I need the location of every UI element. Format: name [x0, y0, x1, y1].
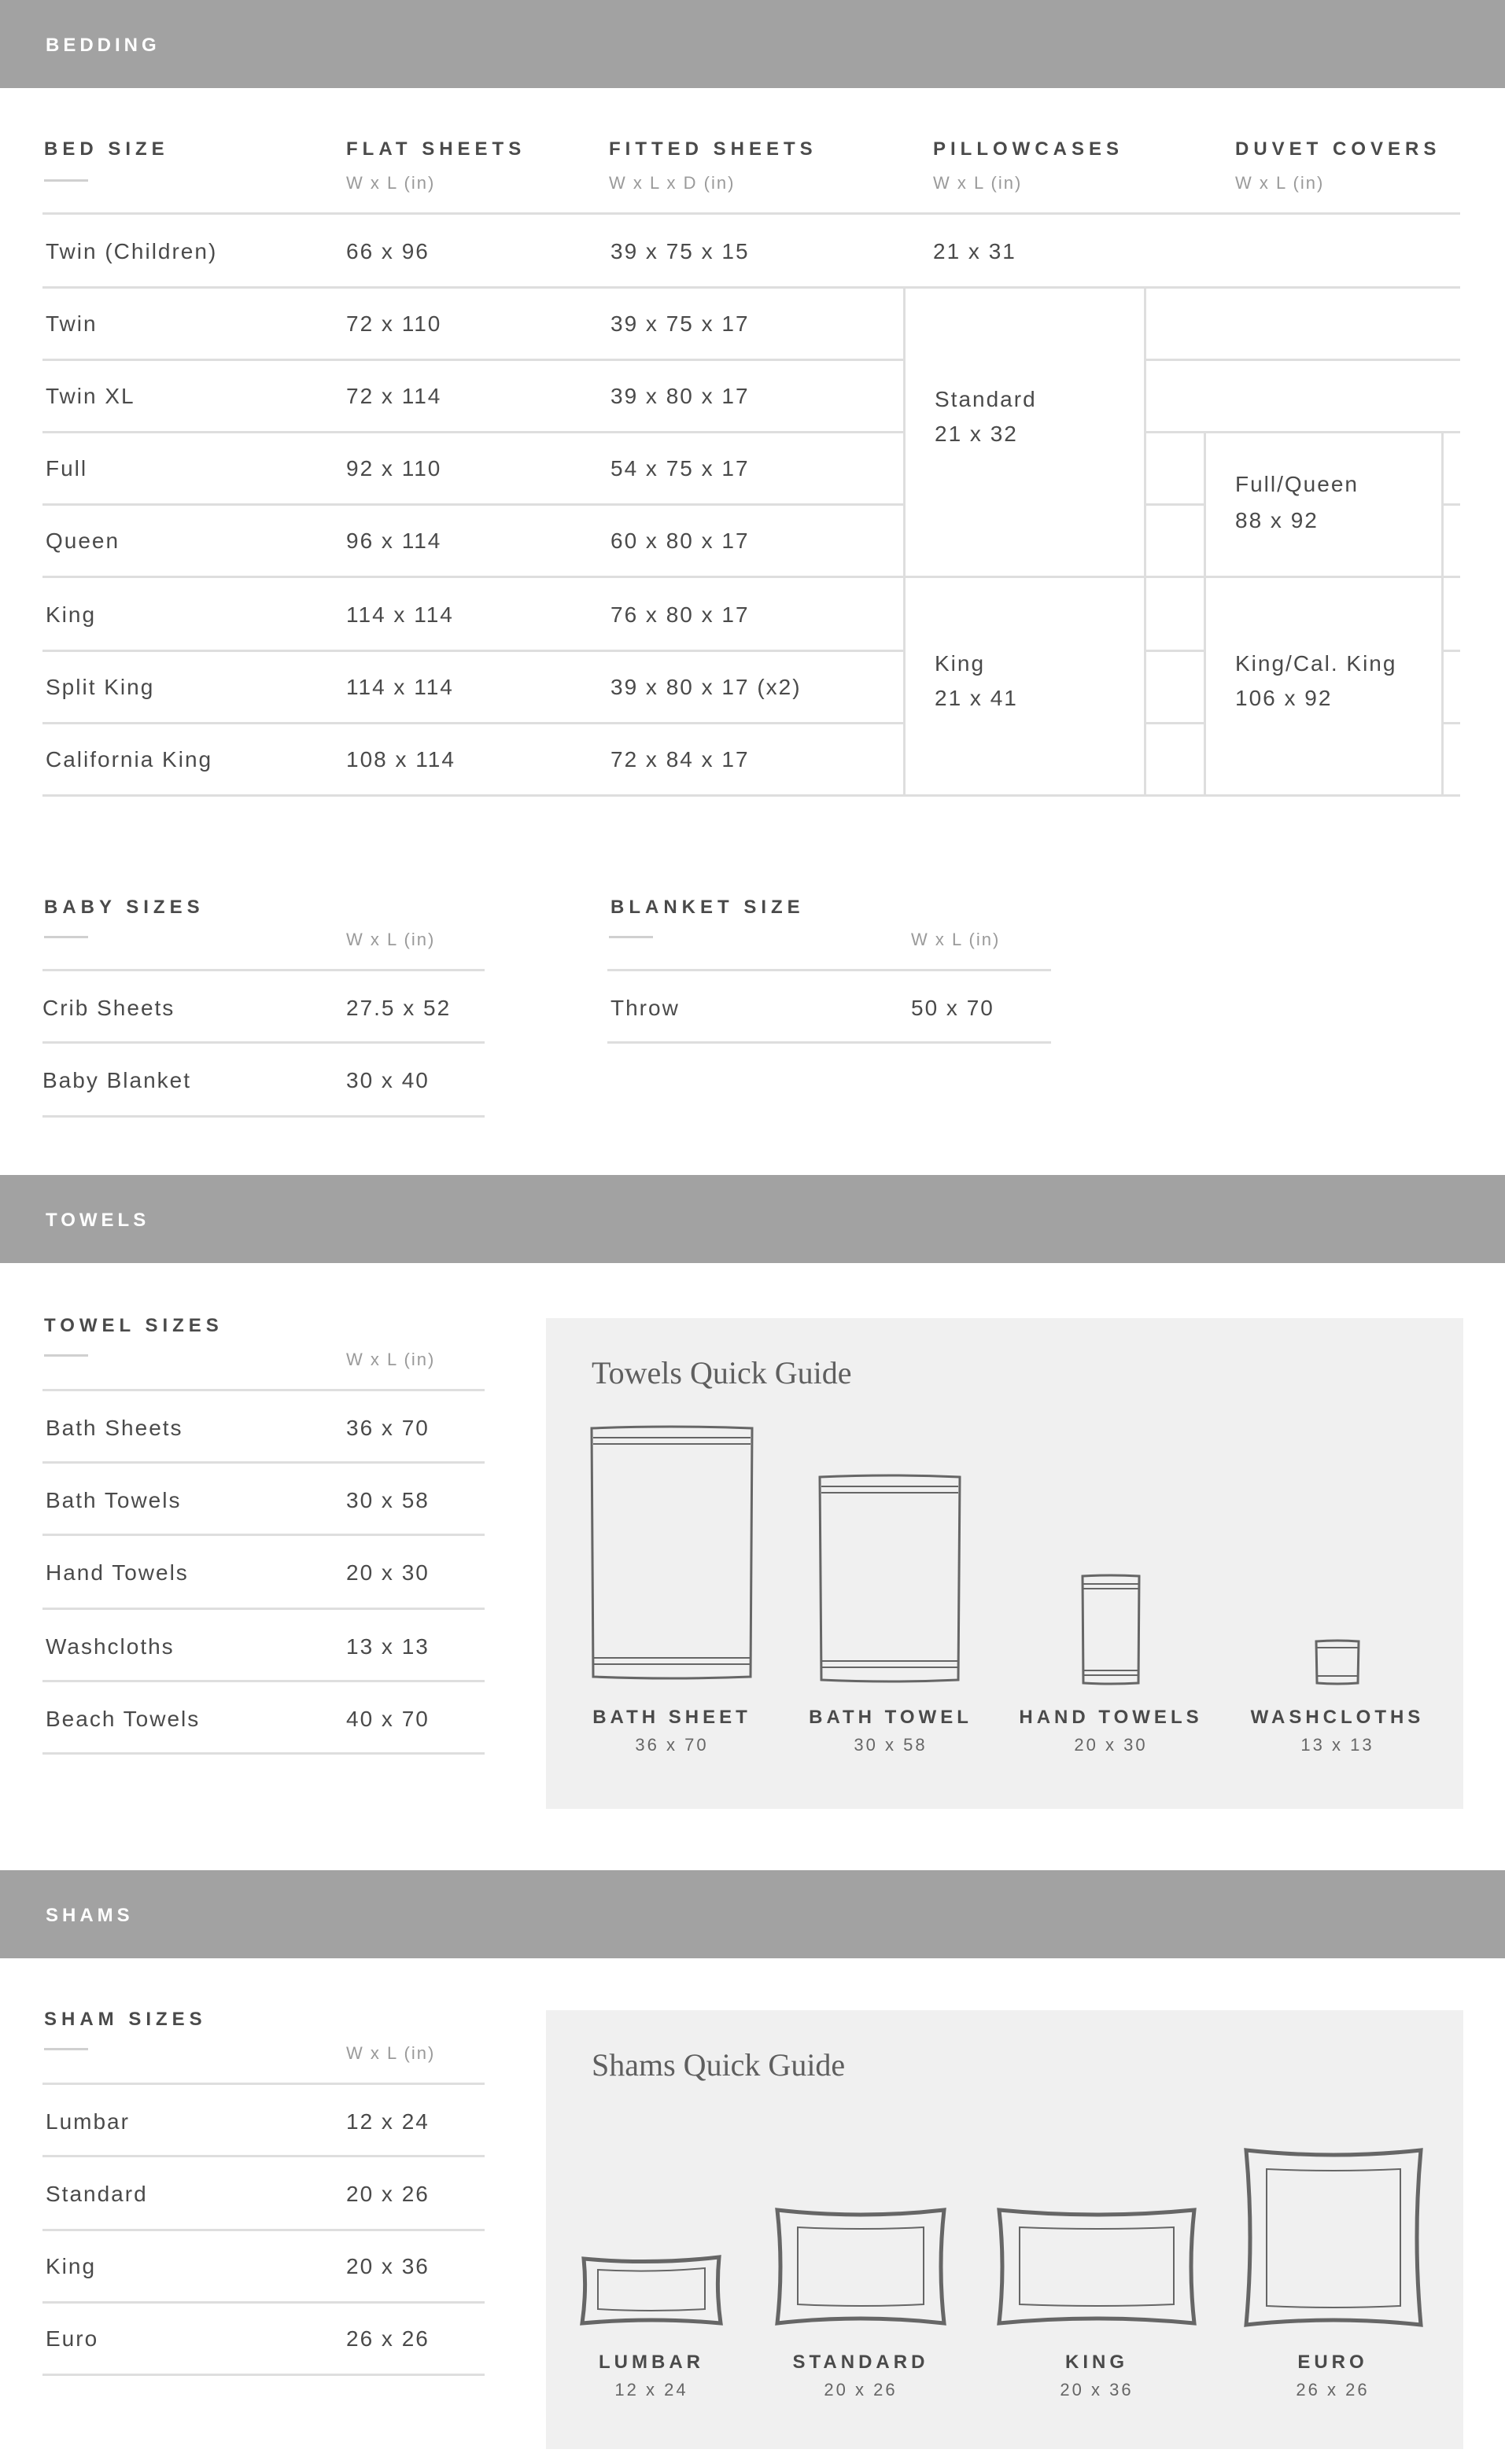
towel-item-cell: Bath Sheets	[46, 1416, 183, 1440]
blanket-size-unit: W x L (in)	[911, 930, 1001, 949]
bedding-section-band	[0, 0, 1505, 88]
table-divider	[42, 2374, 485, 2376]
sham-guide-label: STANDARD	[792, 2352, 929, 2373]
fitted-sheet-cell: 76 x 80 x 17	[610, 602, 750, 627]
towel-item-cell: Washcloths	[46, 1634, 175, 1659]
shams-guide-title: Shams Quick Guide	[592, 2047, 846, 2083]
bed-size-cell: King	[46, 602, 97, 627]
baby-dim-cell: 30 x 40	[346, 1068, 430, 1092]
flat-sheets-header: FLAT SHEETS	[346, 138, 526, 160]
towel-dim-cell: 13 x 13	[346, 1634, 430, 1659]
sham-item-cell: King	[46, 2254, 97, 2278]
baby-sizes-unit: W x L (in)	[346, 930, 436, 949]
table-divider	[42, 650, 905, 652]
sham-dim-cell: 26 x 26	[346, 2326, 430, 2351]
sham-dim-cell: 12 x 24	[346, 2109, 430, 2134]
header-dash	[44, 1354, 88, 1357]
shams-section-band	[0, 1870, 1505, 1958]
sham-guide-dim: 26 x 26	[1296, 2380, 1370, 2400]
bed-size-cell: Twin	[46, 311, 98, 336]
header-dash	[44, 2048, 88, 2050]
pillowcase-king-label: King	[935, 651, 986, 676]
table-divider	[1145, 722, 1205, 724]
table-divider	[42, 1389, 485, 1391]
towel-item-cell: Beach Towels	[46, 1707, 201, 1731]
bed-size-cell: Split King	[46, 675, 155, 699]
towel-dim-cell: 20 x 30	[346, 1560, 430, 1585]
sham-guide-label: EURO	[1297, 2352, 1368, 2373]
towels-section-band	[0, 1175, 1505, 1263]
table-divider	[42, 1680, 485, 1682]
sham-item-cell: Euro	[46, 2326, 99, 2351]
pillowcase-cell: 21 x 31	[933, 239, 1016, 263]
table-divider	[42, 722, 905, 724]
baby-item-cell: Crib Sheets	[42, 996, 175, 1020]
duvet-full-queen-dim: 88 x 92	[1235, 508, 1319, 532]
towel-item-cell: Bath Towels	[46, 1488, 182, 1512]
fitted-sheet-cell: 39 x 75 x 15	[610, 239, 750, 263]
table-divider	[1204, 431, 1206, 796]
flat-sheet-cell: 96 x 114	[346, 529, 442, 553]
towels-section-title: TOWELS	[46, 1210, 150, 1231]
shams-quick-guide	[546, 2010, 1463, 2449]
table-divider	[42, 503, 905, 506]
table-divider	[42, 1461, 485, 1464]
lumbar-sham-icon	[581, 2254, 722, 2326]
table-divider	[42, 431, 905, 433]
table-divider	[42, 1752, 485, 1755]
table-divider	[42, 1608, 485, 1610]
pillowcase-standard-dim: 21 x 32	[935, 422, 1018, 446]
sham-sizes-header: SHAM SIZES	[44, 2009, 207, 2030]
sham-guide-dim: 12 x 24	[614, 2380, 688, 2400]
duvet-king-label: King/Cal. King	[1235, 651, 1397, 676]
table-divider	[1145, 359, 1460, 361]
fitted-sheet-cell: 39 x 80 x 17 (x2)	[610, 675, 802, 699]
table-divider	[42, 212, 1460, 215]
flat-sheet-cell: 92 x 110	[346, 456, 442, 481]
towel-dim-cell: 40 x 70	[346, 1707, 430, 1731]
king-sham-icon	[996, 2207, 1197, 2326]
table-divider	[607, 969, 1051, 971]
washcloth-icon	[1314, 1639, 1361, 1686]
table-divider	[1145, 431, 1460, 433]
table-divider	[1145, 650, 1205, 652]
blanket-dim-cell: 50 x 70	[911, 996, 994, 1020]
towel-dim-cell: 36 x 70	[346, 1416, 430, 1440]
table-divider	[1144, 286, 1146, 796]
towel-guide-label: HAND TOWELS	[1019, 1707, 1203, 1728]
table-divider	[42, 2083, 485, 2085]
table-divider	[1145, 503, 1205, 506]
table-divider	[42, 969, 485, 971]
duvet-covers-unit: W x L (in)	[1235, 173, 1325, 193]
towel-guide-label: WASHCLOTHS	[1250, 1707, 1425, 1728]
sham-guide-dim: 20 x 36	[1060, 2380, 1134, 2400]
table-divider	[1443, 722, 1460, 724]
blanket-item-cell: Throw	[610, 996, 680, 1020]
standard-sham-icon	[774, 2207, 947, 2326]
fitted-sheet-cell: 39 x 80 x 17	[610, 384, 750, 408]
towel-guide-dim: 20 x 30	[1074, 1735, 1148, 1755]
table-divider	[42, 794, 1460, 797]
header-dash	[609, 936, 653, 938]
pillowcases-unit: W x L (in)	[933, 173, 1023, 193]
table-divider	[1443, 503, 1460, 506]
sham-guide-label: LUMBAR	[599, 2352, 704, 2373]
fitted-sheet-cell: 60 x 80 x 17	[610, 529, 750, 553]
towel-sizes-header: TOWEL SIZES	[44, 1315, 223, 1336]
towel-guide-dim: 36 x 70	[635, 1735, 709, 1755]
towel-sizes-unit: W x L (in)	[346, 1350, 436, 1369]
towels-quick-guide	[546, 1318, 1463, 1809]
sham-guide-dim: 20 x 26	[824, 2380, 898, 2400]
header-dash	[44, 936, 88, 938]
euro-sham-icon	[1243, 2147, 1424, 2328]
baby-sizes-header: BABY SIZES	[44, 897, 205, 918]
bath-towel-icon	[817, 1472, 963, 1685]
duvet-full-queen-label: Full/Queen	[1235, 472, 1359, 496]
fitted-sheet-cell: 54 x 75 x 17	[610, 456, 750, 481]
fitted-sheets-header: FITTED SHEETS	[609, 138, 817, 160]
table-divider	[1441, 431, 1444, 796]
table-divider	[42, 2229, 485, 2231]
towel-guide-dim: 13 x 13	[1300, 1735, 1374, 1755]
bed-size-header: BED SIZE	[44, 138, 169, 160]
bed-size-cell: Twin (Children)	[46, 239, 218, 263]
towel-guide-dim: 30 x 58	[854, 1735, 928, 1755]
towel-dim-cell: 30 x 58	[346, 1488, 430, 1512]
fitted-sheets-unit: W x L x D (in)	[609, 173, 736, 193]
table-divider	[42, 1534, 485, 1536]
bed-size-cell: Twin XL	[46, 384, 135, 408]
duvet-king-dim: 106 x 92	[1235, 686, 1333, 710]
sham-item-cell: Lumbar	[46, 2109, 130, 2134]
sham-guide-label: KING	[1065, 2352, 1128, 2373]
bed-size-cell: California King	[46, 747, 213, 772]
table-divider	[42, 286, 1460, 289]
sham-sizes-unit: W x L (in)	[346, 2043, 436, 2063]
shams-section-title: SHAMS	[46, 1905, 134, 1926]
bedding-section-title: BEDDING	[46, 35, 160, 56]
bath-sheet-icon	[588, 1424, 755, 1683]
baby-item-cell: Baby Blanket	[42, 1068, 191, 1092]
towel-item-cell: Hand Towels	[46, 1560, 189, 1585]
fitted-sheet-cell: 39 x 75 x 17	[610, 311, 750, 336]
flat-sheet-cell: 72 x 114	[346, 384, 442, 408]
header-dash	[44, 179, 88, 182]
table-divider	[42, 359, 905, 361]
table-divider	[903, 286, 906, 796]
flat-sheet-cell: 108 x 114	[346, 747, 456, 772]
table-divider	[1443, 650, 1460, 652]
towel-guide-label: BATH SHEET	[592, 1707, 751, 1728]
pillowcase-standard-label: Standard	[935, 387, 1037, 411]
sham-dim-cell: 20 x 26	[346, 2182, 430, 2206]
flat-sheet-cell: 114 x 114	[346, 675, 454, 699]
bed-size-cell: Full	[46, 456, 88, 481]
table-divider	[607, 1041, 1051, 1044]
flat-sheet-cell: 72 x 110	[346, 311, 442, 336]
blanket-size-header: BLANKET SIZE	[610, 897, 805, 918]
table-divider	[42, 1041, 485, 1044]
sham-item-cell: Standard	[46, 2182, 148, 2206]
hand-towel-icon	[1079, 1573, 1142, 1686]
flat-sheets-unit: W x L (in)	[346, 173, 436, 193]
pillowcases-header: PILLOWCASES	[933, 138, 1124, 160]
table-divider	[42, 1115, 485, 1118]
baby-dim-cell: 27.5 x 52	[346, 996, 452, 1020]
flat-sheet-cell: 114 x 114	[346, 602, 454, 627]
sham-dim-cell: 20 x 36	[346, 2254, 430, 2278]
fitted-sheet-cell: 72 x 84 x 17	[610, 747, 750, 772]
bed-size-cell: Queen	[46, 529, 120, 553]
pillowcase-king-dim: 21 x 41	[935, 686, 1018, 710]
duvet-covers-header: DUVET COVERS	[1235, 138, 1441, 160]
table-divider	[42, 2155, 485, 2157]
towels-guide-title: Towels Quick Guide	[592, 1355, 852, 1390]
flat-sheet-cell: 66 x 96	[346, 239, 430, 263]
towel-guide-label: BATH TOWEL	[809, 1707, 972, 1728]
table-divider	[42, 2301, 485, 2304]
table-divider	[42, 576, 1460, 578]
